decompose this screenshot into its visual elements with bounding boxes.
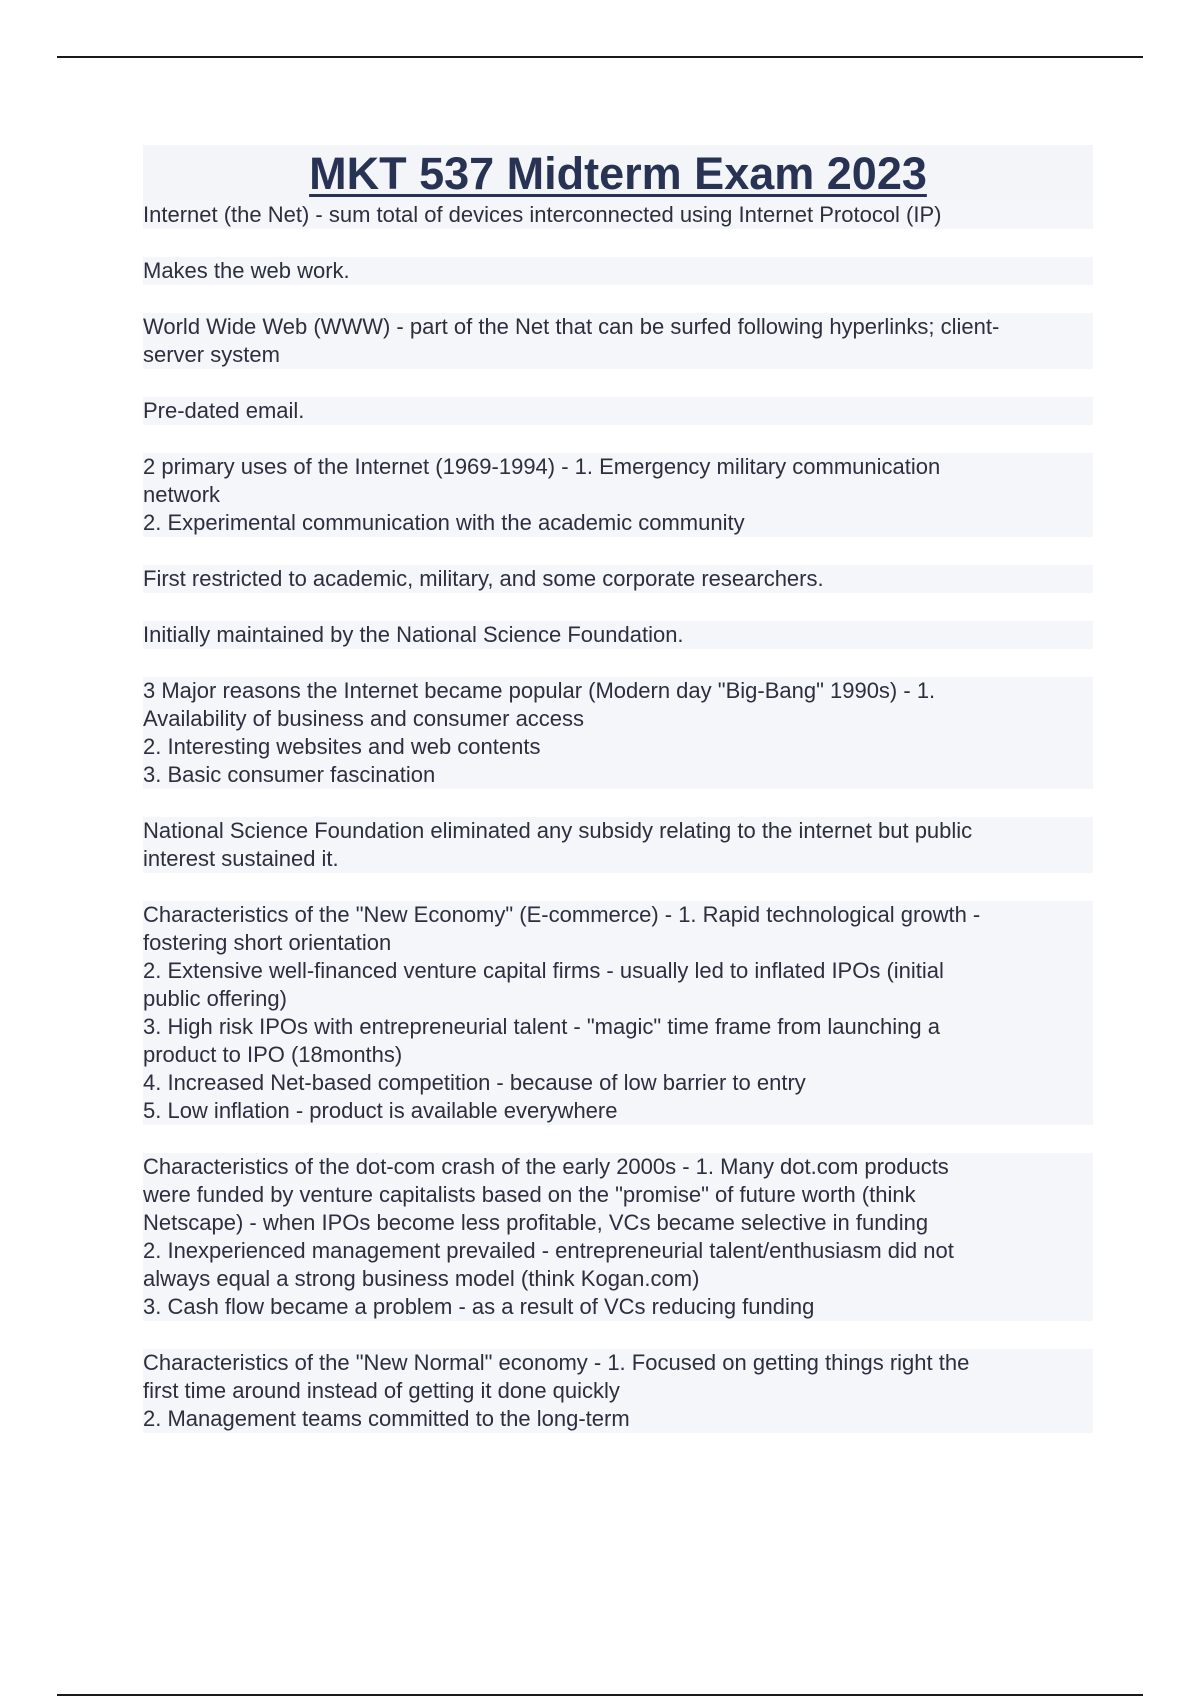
footer-rule xyxy=(57,1694,1143,1696)
title-band xyxy=(143,145,1093,201)
study-entry xyxy=(143,565,1093,593)
entry-line: Characteristics of the "New Normal" economy - 1. Focused on getting things right the xyxy=(143,1349,1093,1377)
study-entry xyxy=(143,901,1093,1125)
entry-line: network xyxy=(143,481,1093,509)
study-entry xyxy=(143,1153,1093,1321)
header-rule xyxy=(57,56,1143,58)
entry-line: 4. Increased Net-based competition - because of low barrier to entry xyxy=(143,1069,1093,1097)
page-title: MKT 537 Midterm Exam 2023 xyxy=(309,147,927,199)
entry-line: always equal a strong business model (think Kogan.com) xyxy=(143,1265,1093,1293)
study-entry xyxy=(143,257,1093,285)
study-entry xyxy=(143,621,1093,649)
entry-line: Availability of business and consumer access xyxy=(143,705,1093,733)
entry-line: Makes the web work. xyxy=(143,257,1093,285)
entry-line: First restricted to academic, military, and some corporate researchers. xyxy=(143,565,1093,593)
entry-line: National Science Foundation eliminated any subsidy relating to the internet but public xyxy=(143,817,1093,845)
entry-line: 2. Inexperienced management prevailed - entrepreneurial talent/enthusiasm did not xyxy=(143,1237,1093,1265)
study-entry xyxy=(143,453,1093,537)
entry-line: 3. Cash flow became a problem - as a result of VCs reducing funding xyxy=(143,1293,1093,1321)
entry-line: Pre-dated email. xyxy=(143,397,1093,425)
study-entry xyxy=(143,397,1093,425)
entry-line: product to IPO (18months) xyxy=(143,1041,1093,1069)
entry-line: 2 primary uses of the Internet (1969-1994) - 1. Emergency military communication xyxy=(143,453,1093,481)
entry-line: 3. High risk IPOs with entrepreneurial talent - "magic" time frame from launching a xyxy=(143,1013,1093,1041)
entry-line: 2. Experimental communication with the academic community xyxy=(143,509,1093,537)
entry-line: Characteristics of the dot-com crash of the early 2000s - 1. Many dot.com products xyxy=(143,1153,1093,1181)
entry-line: 3. Basic consumer fascination xyxy=(143,761,1093,789)
entry-line: Netscape) - when IPOs become less profitable, VCs became selective in funding xyxy=(143,1209,1093,1237)
entry-line: were funded by venture capitalists based on the "promise" of future worth (think xyxy=(143,1181,1093,1209)
study-entry xyxy=(143,201,1093,229)
study-entry xyxy=(143,677,1093,789)
study-entry xyxy=(143,313,1093,369)
entry-line: public offering) xyxy=(143,985,1093,1013)
entry-line: 2. Management teams committed to the long-term xyxy=(143,1405,1093,1433)
entry-line: interest sustained it. xyxy=(143,845,1093,873)
entry-line: World Wide Web (WWW) - part of the Net that can be surfed following hyperlinks; client- xyxy=(143,313,1093,341)
entry-line: Characteristics of the "New Economy" (E-commerce) - 1. Rapid technological growth - xyxy=(143,901,1093,929)
entry-list xyxy=(143,201,1093,1433)
document-body xyxy=(143,145,1093,1461)
entry-line: Initially maintained by the National Science Foundation. xyxy=(143,621,1093,649)
entry-line: server system xyxy=(143,341,1093,369)
entry-line: Internet (the Net) - sum total of devices interconnected using Internet Protocol (IP) xyxy=(143,201,1093,229)
entry-line: first time around instead of getting it done quickly xyxy=(143,1377,1093,1405)
entry-line: fostering short orientation xyxy=(143,929,1093,957)
entry-line: 2. Extensive well-financed venture capital firms - usually led to inflated IPOs (initial xyxy=(143,957,1093,985)
study-entry xyxy=(143,1349,1093,1433)
study-entry xyxy=(143,817,1093,873)
entry-line: 3 Major reasons the Internet became popular (Modern day "Big-Bang" 1990s) - 1. xyxy=(143,677,1093,705)
entry-line: 5. Low inflation - product is available everywhere xyxy=(143,1097,1093,1125)
entry-line: 2. Interesting websites and web contents xyxy=(143,733,1093,761)
